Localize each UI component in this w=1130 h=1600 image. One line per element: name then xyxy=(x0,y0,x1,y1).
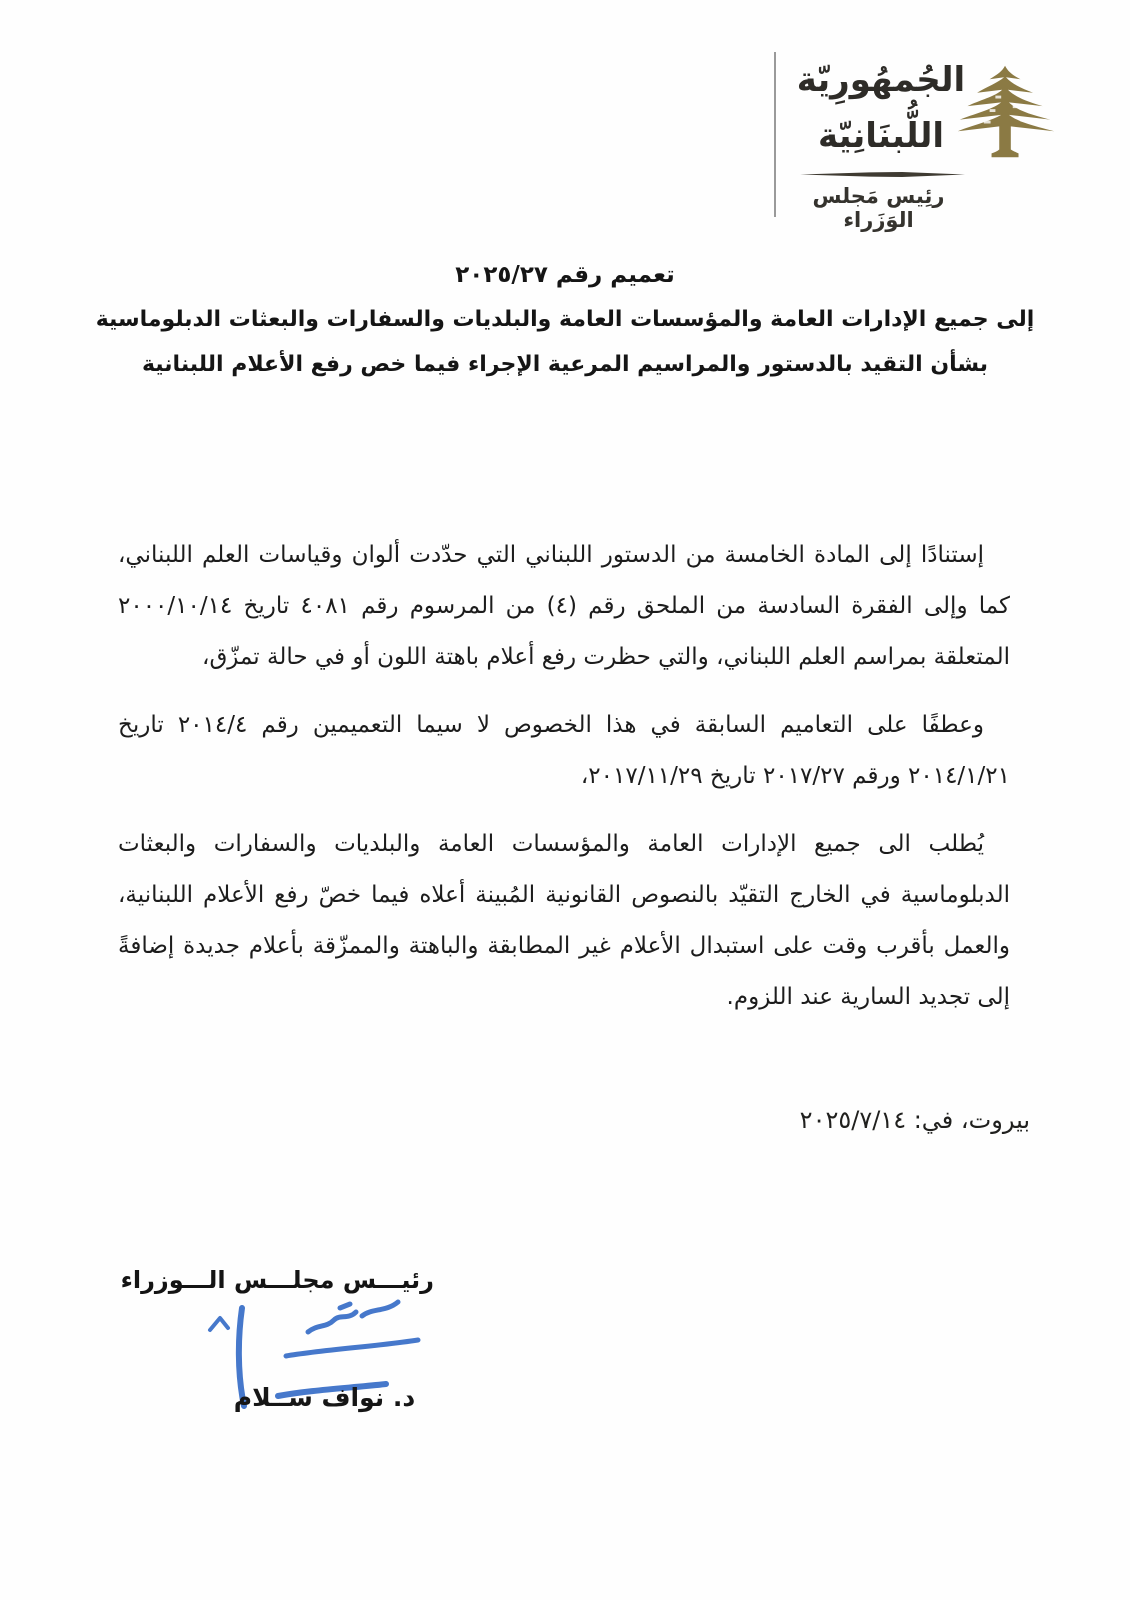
body-paragraph-2: وعطفًا على التعاميم السابقة في هذا الخصوص لا سيما التعميمين رقم ٢٠١٤/٤ تاريخ ٢٠١٤/١/٢١ ورقم ٢٠١٧/٢٧ تاريخ ٢٠١٧/١١/٢٩، xyxy=(118,712,1010,789)
circular-number: تعميم رقم ٢٠٢٥/٢٧ xyxy=(455,262,675,288)
office-title: رئِيس مَجلس الوَزَراء xyxy=(812,184,945,232)
body-paragraph-1: إستنادًا إلى المادة الخامسة من الدستور اللبناني التي حدّدت ألوان وقياسات العلم اللبناني، كما وإلى الفقرة السادسة من الملحق رقم (٤) من المرسوم رقم ٤٠٨١ تاريخ ٢٠٠٠/١٠/١٤ المتعلقة بمراسم العلم اللبناني، والتي حظرت رفع أعلام باهتة اللون أو في حالة تمزّق، xyxy=(118,542,1010,670)
place-date-line: بيروت، في: ٢٠٢٥/٧/١٤ xyxy=(799,1106,1030,1134)
letterhead xyxy=(0,0,1130,240)
body-paragraph-3: يُطلب الى جميع الإدارات العامة والمؤسسات العامة والبلديات والسفارات والبعثات الدبلوماسية في الخارج التقيّد بالنصوص القانونية المُبينة أعلاه فيما خصّ رفع الأعلام اللبنانية، والعمل بأقرب وقت على استبدال الأعلام غير المطابقة والباهتة والممزّقة بأعلام جديدة إضافةً إلى تجديد السارية عند اللزوم. xyxy=(118,831,1010,1010)
letterhead-vertical-rule xyxy=(774,52,776,217)
emblem-divider xyxy=(800,172,965,177)
republic-line1: الجُمهُورِيّة xyxy=(796,60,966,100)
circular-subject: بشأن التقيد بالدستور والمراسيم المرعية الإجراء فيما خص رفع الأعلام اللبنانية xyxy=(141,352,989,377)
republic-line2: اللُّبنَانِيّة xyxy=(817,116,945,156)
cedar-tree-icon xyxy=(953,62,1059,160)
circular-title-block xyxy=(0,262,1130,377)
signature-title: رئيـــس مجلـــس الـــوزراء xyxy=(120,1266,434,1294)
republic-calligraphy xyxy=(796,52,966,164)
signatory-name: د. نواف ســلام xyxy=(233,1383,416,1412)
circular-addressees: إلى جميع الإدارات العامة والمؤسسات العامة والبلديات والسفارات والبعثات الدبلوماسية xyxy=(95,307,1035,332)
circular-body xyxy=(118,530,1010,1023)
